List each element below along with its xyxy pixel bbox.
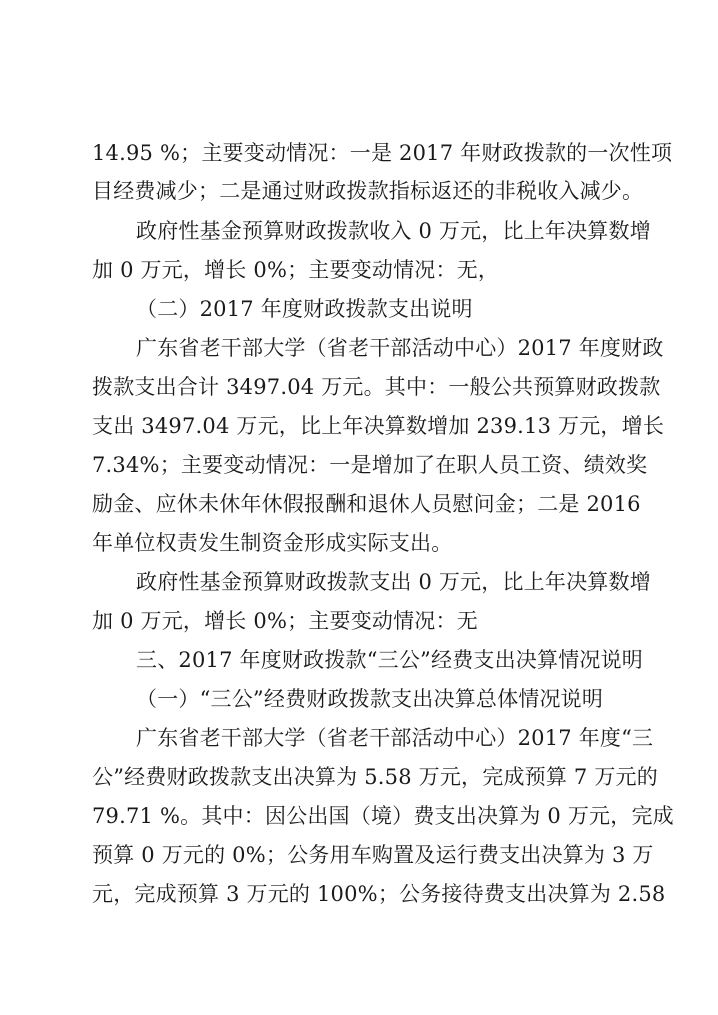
text-line-7: 拨款支出合计 3497.04 万元。其中：一般公共预算财政拨款 — [92, 375, 661, 399]
text-line-19: 预算 0 万元的 0%；公务用车购置及运行费支出决算为 3 万 — [92, 843, 654, 867]
subsection-heading-1: （一）“三公”经费财政拨款支出决算总体情况说明 — [136, 687, 604, 711]
text-line-16: 广东省老干部大学（省老干部活动中心）2017 年度“三 — [136, 726, 654, 750]
text-line-20: 元，完成预算 3 万元的 100%；公务接待费支出决算为 2.58 — [92, 882, 666, 906]
text-line-13: 加 0 万元，增长 0%；主要变动情况：无 — [92, 609, 478, 633]
text-line-1: 14.95 %；主要变动情况：一是 2017 年财政拨款的一次性项 — [92, 141, 673, 165]
text-line-17: 公”经费财政拨款支出决算为 5.58 万元，完成预算 7 万元的 — [92, 765, 658, 789]
text-line-10: 励金、应休未休年休假报酬和退休人员慰问金；二是 2016 — [92, 492, 641, 516]
text-line-4: 加 0 万元，增长 0%；主要变动情况：无， — [92, 258, 500, 282]
text-line-18: 79.71 %。其中：因公出国（境）费支出决算为 0 万元，完成 — [92, 804, 674, 828]
text-line-11: 年单位权责发生制资金形成实际支出。 — [92, 531, 453, 555]
text-line-2: 目经费减少；二是通过财政拨款指标返还的非税收入减少。 — [92, 179, 644, 203]
section-heading-2: （二）2017 年度财政拨款支出说明 — [136, 297, 473, 321]
text-line-6: 广东省老干部大学（省老干部活动中心）2017 年度财政 — [136, 336, 664, 360]
text-line-3: 政府性基金预算财政拨款收入 0 万元，比上年决算数增 — [136, 219, 651, 243]
text-line-8: 支出 3497.04 万元，比上年决算数增加 239.13 万元，增长 — [92, 414, 665, 438]
text-line-12: 政府性基金预算财政拨款支出 0 万元，比上年决算数增 — [136, 570, 651, 594]
section-heading-3: 三、2017 年度财政拨款“三公”经费支出决算情况说明 — [136, 648, 643, 672]
text-line-9: 7.34%；主要变动情况：一是增加了在职人员工资、绩效奖 — [92, 453, 648, 477]
